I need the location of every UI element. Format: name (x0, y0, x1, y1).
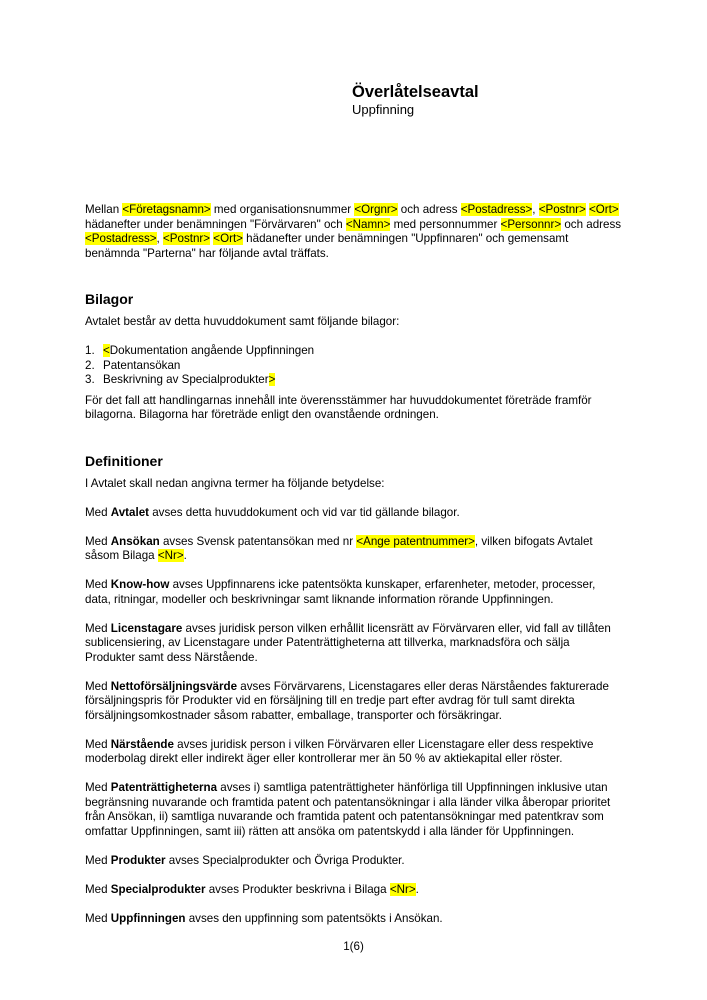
text-run: , vilken bifogats Avtalet såsom Bilaga (85, 534, 593, 562)
text-run: Med (85, 679, 111, 693)
placeholder-highlight: > (268, 373, 276, 386)
bilagor-lead: Avtalet består av detta huvuddokument samt följande bilagor: (85, 315, 400, 328)
text-run: Med (85, 737, 111, 751)
definition-uppfinningen (85, 912, 623, 927)
text-run: avses juridisk person vilken erhållit licensrätt av Förvärvaren eller, vid fall av tillåten sublicensiering, av Licenstagare under Patenträttigheterna att tillverka, marknadsföra och sälja Produkter samt dess Närstående. (85, 621, 611, 664)
text-run: Beskrivning av Specialprodukter (103, 373, 269, 386)
text-run: avses Produkter beskrivna i Bilaga (205, 882, 390, 896)
document-title: Överlåtelseavtal (352, 83, 479, 101)
intro-paragraph (85, 203, 623, 261)
list-item (85, 359, 623, 374)
defined-term: Specialprodukter (110, 882, 206, 896)
section-heading-bilagor: Bilagor (85, 291, 134, 307)
text-run: . (183, 549, 187, 562)
definition-produkter (85, 854, 623, 869)
placeholder-highlight: <Nr> (389, 882, 416, 896)
text-run: avses detta huvuddokument och vid var tid gällande bilagor. (149, 505, 460, 519)
placeholder-highlight: <Ort> (589, 203, 619, 216)
list-item-number: 2. (85, 358, 95, 372)
placeholder-highlight: <Postnr> (163, 232, 211, 245)
text-run: För det fall att handlingarnas innehåll inte överensstämmer har huvuddokumentet företräde framför bilagorna. Bilagorna har företräde enligt den ovanstående ordningen. (85, 393, 592, 421)
text-run: Med (85, 882, 111, 896)
definition-narstaende (85, 738, 623, 767)
text-run: med personnummer (390, 217, 501, 231)
placeholder-highlight: <Ort> (213, 232, 243, 245)
text-run: avses Uppfinnarens icke patentsökta kunskaper, erfarenheter, metoder, processer, data, ritningar, modeller och beskrivningar samt liknande information rörande Uppfinningen. (85, 578, 596, 606)
document-body (85, 203, 623, 926)
list-item (85, 373, 623, 388)
placeholder-highlight: <Företagsnamn> (122, 203, 211, 216)
text-run: , (532, 203, 539, 216)
definition-patentrattigheterna (85, 781, 623, 839)
definition-nettoforsaljningsvarde (85, 680, 623, 724)
placeholder-highlight: <Orgnr> (354, 203, 398, 216)
text-run: Med (85, 911, 111, 925)
precedence-paragraph (85, 394, 623, 423)
text-run: Med (85, 505, 111, 519)
defined-term: Avtalet (110, 505, 150, 519)
placeholder-highlight: <Ange patentnummer> (356, 534, 475, 548)
list-item-text (103, 359, 623, 374)
text-run: avses Svensk patentansökan med nr (159, 534, 357, 548)
placeholder-highlight: <Personnr> (500, 217, 562, 231)
defined-term: Uppfinningen (110, 911, 186, 925)
text-run: Med (85, 534, 111, 548)
text-run: hädanefter under benämningen "Förvärvaren" och (85, 217, 346, 231)
page-number: 1(6) (343, 940, 364, 953)
text-run: och adress (397, 203, 461, 216)
definition-know-how (85, 578, 623, 607)
placeholder-highlight: <Postadress> (460, 203, 533, 216)
text-run: , (156, 232, 163, 245)
definitioner-lead: I Avtalet skall nedan angivna termer ha följande betydelse: (85, 476, 385, 490)
text-run: Med (85, 578, 111, 591)
defined-term: Nettoförsäljningsvärde (110, 679, 238, 693)
text-run: avses juridisk person i vilken Förvärvaren eller Licenstagare eller dess respektive moderbolag direkt eller indirekt äger eller kontrollerar mer än 50 % av aktiekapital eller röster. (85, 737, 594, 765)
document-header (0, 0, 707, 118)
text-run: . (415, 882, 419, 896)
definition-specialprodukter (85, 883, 623, 898)
list-item-number: 3. (85, 373, 95, 386)
text-run: avses i) samtliga patenträttigheter hänförliga till Uppfinningen inklusive utan begränsning nuvarande och framtida patent och patentansökningar i alla länder vilka åberopar prioritet från Ansökan, ii) samtliga nuvarande och framtida patent och patentansökningar med patentkrav som omfattar Uppfinningen, samt iii) rätten att ansöka om patentskydd i alla länder för Uppfinningen. (85, 781, 611, 838)
defined-term: Produkter (110, 853, 166, 867)
placeholder-highlight: <Namn> (345, 217, 391, 231)
text-run: avses Specialprodukter och Övriga Produkter. (165, 853, 405, 867)
text-run: avses den uppfinning som patentsökts i Ansökan. (185, 911, 443, 925)
defined-term: Patenträttigheterna (110, 781, 218, 794)
document-subtitle: Uppfinning (352, 102, 415, 117)
text-run: Med (85, 781, 111, 794)
text-run: Mellan (85, 203, 123, 216)
text-run: avses Förvärvarens, Licenstagares eller deras Närståendes fakturerade försäljningspris för Produkter vid en försäljning till en tredje part efter avdrag för tull samt direkta försäljningsomkostnader såsom rabatter, emballage, transporter och försäkringar. (85, 679, 609, 722)
list-item-text (103, 344, 623, 359)
placeholder-highlight: <Postnr> (538, 203, 586, 216)
placeholder-highlight: <Nr> (157, 549, 184, 562)
text-run: och adress (561, 217, 622, 231)
bilagor-list (85, 344, 623, 388)
placeholder-highlight: < (103, 344, 110, 357)
section-heading-definitioner: Definitioner (85, 452, 163, 469)
list-item (85, 344, 623, 359)
defined-term: Närstående (110, 737, 174, 751)
text-run: Dokumentation angående Uppfinningen (109, 344, 315, 357)
text-run: Med (85, 853, 111, 867)
defined-term: Licenstagare (110, 621, 183, 635)
list-item-number: 1. (85, 344, 95, 357)
definition-licenstagare (85, 622, 623, 666)
definition-avtalet (85, 506, 623, 521)
text-run: hädanefter under benämningen "Uppfinnaren" och gemensamt benämnda "Parterna" har följande avtal träffats. (85, 232, 569, 260)
text-run: Med (85, 621, 111, 635)
defined-term: Ansökan (110, 534, 160, 548)
list-item-text (103, 373, 623, 388)
text-run: Patentansökan (103, 358, 181, 372)
defined-term: Know-how (110, 578, 170, 591)
text-run: med organisationsnummer (210, 203, 355, 216)
placeholder-highlight: <Postadress> (85, 232, 157, 245)
definition-ansokan (85, 535, 623, 564)
